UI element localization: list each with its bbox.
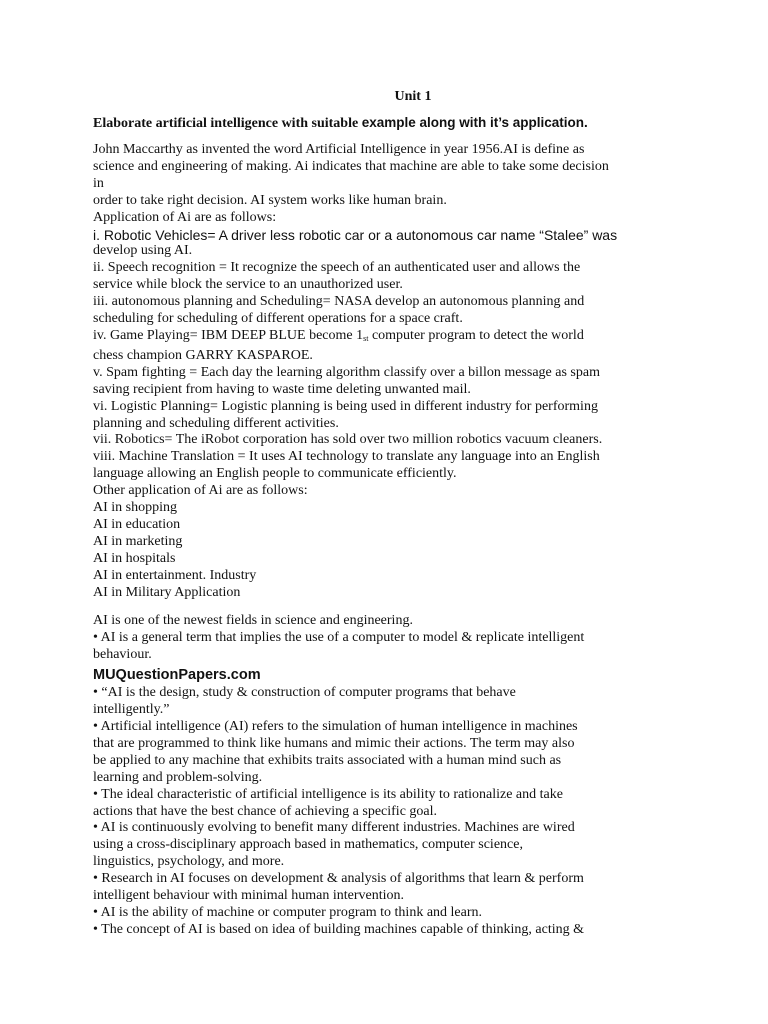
text-line: • Artificial intelligence (AI) refers to the simulation of human intelligence in machines [93,719,578,734]
game-playing-text: iv. Game Playing= IBM DEEP BLUE become 1 [93,327,364,343]
text-line: • The concept of AI is based on idea of building machines capable of thinking, acting & [93,921,585,937]
text-line: develop using AI. [93,243,193,259]
text-line: AI in entertainment. Industry [93,567,257,583]
text-line: science and engineering of making. Ai indicates that machine are able to take some decision [93,158,609,174]
application-game-playing [93,328,693,348]
text-line: iii. autonomous planning and Scheduling= NASA develop an autonomous planning and [93,294,585,310]
game-playing-text-rest: computer program to detect the world [368,327,584,343]
text-line: using a cross-disciplinary approach based in mathematics, computer science, [93,837,523,853]
intro-paragraph [93,142,693,227]
text-line: viii. Machine Translation = It uses AI technology to translate any language into an English [93,449,600,465]
spacer [93,601,693,613]
text-line: saving recipient from having to waste time deleting unwanted mail. [93,381,471,397]
text-line: be applied to any machine that exhibits traits associated with a human mind such as [93,752,562,768]
text-line: AI in Military Application [93,584,241,600]
text-line: AI is one of the newest fields in science and engineering. [93,613,413,629]
definitions-list [93,613,693,938]
text-line: v. Spam fighting = Each day the learning algorithm classify over a billon message as spam [93,364,600,380]
text-line: learning and problem-solving. [93,769,263,785]
question-text-part2: example along with it’s application. [361,115,588,130]
text-line: scheduling for scheduling of different operations for a space craft. [93,311,463,327]
text-line: vi. Logistic Planning= Logistic planning is being used in different industry for performing [93,398,598,414]
text-line: • Research in AI focuses on development & analysis of algorithms that learn & perform [93,871,584,887]
text-line: AI in hospitals [93,550,176,566]
text-line: that are programmed to think like humans and mimic their actions. The term may also [93,735,575,751]
ordinal-suffix: st [363,333,369,343]
text-line: language allowing an English people to communicate efficiently. [93,466,457,482]
text-line: planning and scheduling different activities. [93,415,339,431]
document-page [93,87,693,939]
text-line: AI in education [93,516,181,532]
text-line: Application of Ai are as follows: [93,209,277,225]
text-line: • AI is a general term that implies the use of a computer to model & replicate intelligent [93,630,585,646]
text-line: John Maccarthy as invented the word Artificial Intelligence in year 1956.AI is define as [93,142,585,157]
text-line: linguistics, psychology, and more. [93,854,285,870]
text-line: order to take right decision. AI system works like human brain. [93,192,447,208]
text-line: AI in marketing [93,533,183,549]
question-text-part1: Elaborate artificial intelligence with suitable [93,116,362,131]
text-line: • AI is the ability of machine or computer program to think and learn. [93,904,483,920]
unit-title: Unit 1 [394,89,432,104]
text-line: vii. Robotics= The iRobot corporation has sold over two million robotics vacuum cleaners. [93,432,603,448]
applications-list [93,227,693,602]
watermark-text: MUQuestionPapers.com [93,667,261,684]
text-line: behaviour. [93,647,152,663]
text-line: • The ideal characteristic of artificial intelligence is its ability to rationalize and take [93,786,563,802]
text-line: intelligent behaviour with minimal human intervention. [93,888,405,904]
text-line: in [93,175,104,191]
application-robotic-vehicles: i. Robotic Vehicles= A driver less robotic car or a autonomous car name “Stalee” was [93,226,618,243]
text-line: service while block the service to an unauthorized user. [93,277,403,293]
text-line: chess champion GARRY KASPAROE. [93,347,313,363]
text-line: • AI is continuously evolving to benefit many different industries. Machines are wired [93,820,575,836]
text-line: intelligently.” [93,702,170,718]
question-heading [93,113,693,134]
text-line: ii. Speech recognition = It recognize the speech of an authenticated user and allows the [93,260,581,276]
text-line: Other application of Ai are as follows: [93,483,308,499]
text-line: • “AI is the design, study & construction of computer programs that behave [93,685,516,701]
text-line: actions that have the best chance of achieving a specific goal. [93,803,438,819]
text-line: AI in shopping [93,500,177,516]
